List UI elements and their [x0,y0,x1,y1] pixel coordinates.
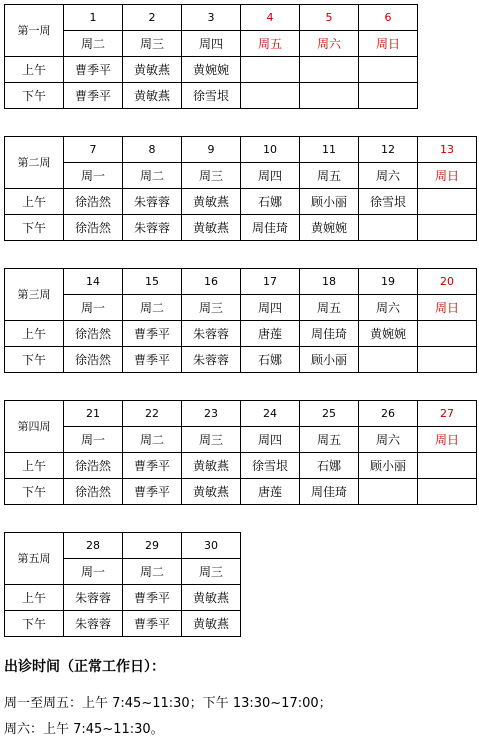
doctor-cell [300,83,359,109]
doctor-cell: 唐莲 [241,321,300,347]
doctor-cell: 朱蓉蓉 [182,347,241,373]
date-cell: 11 [300,137,359,163]
shift-label: 下午 [5,347,64,373]
week-table-2 [4,136,477,241]
shift-label: 上午 [5,57,64,83]
doctor-cell: 朱蓉蓉 [64,585,123,611]
date-cell: 17 [241,269,300,295]
doctor-cell: 顾小丽 [359,453,418,479]
doctor-cell: 周佳琦 [241,215,300,241]
shift-label: 上午 [5,585,64,611]
afternoon-row [5,83,418,109]
doctor-cell: 朱蓉蓉 [123,215,182,241]
shift-label: 下午 [5,611,64,637]
date-cell: 22 [123,401,182,427]
weekday-cell: 周六 [359,295,418,321]
date-cell: 12 [359,137,418,163]
doctor-cell: 曹季平 [123,347,182,373]
doctor-cell: 石娜 [300,453,359,479]
weekday-cell: 周三 [182,295,241,321]
doctor-cell: 曹季平 [64,57,123,83]
weekday-cell: 周五 [300,163,359,189]
date-cell: 27 [418,401,477,427]
doctor-cell: 顾小丽 [300,347,359,373]
doctor-cell: 周佳琦 [300,321,359,347]
doctor-cell [359,57,418,83]
weekday-cell: 周一 [64,559,123,585]
doctor-cell: 曹季平 [123,321,182,347]
doctor-cell [418,479,477,505]
doctor-cell [418,347,477,373]
doctor-cell: 黄敏燕 [182,585,241,611]
weekday-cell: 周一 [64,427,123,453]
date-cell: 15 [123,269,182,295]
office-hours-title: 出诊时间（正常工作日）： [4,659,165,675]
doctor-cell [359,83,418,109]
week-label: 第三周 [5,269,64,321]
doctor-cell [359,347,418,373]
doctor-cell: 顾小丽 [300,189,359,215]
doctor-cell [359,215,418,241]
date-cell: 28 [64,533,123,559]
weekday-hours: 周一至周五：上午 7:45~11:30；下午 13:30~17:00； [4,696,332,711]
doctor-cell: 黄敏燕 [182,189,241,215]
date-cell: 25 [300,401,359,427]
doctor-cell: 朱蓉蓉 [64,611,123,637]
doctor-cell: 黄敏燕 [182,453,241,479]
weekday-cell: 周二 [123,427,182,453]
doctor-cell: 黄敏燕 [182,611,241,637]
weekday-cell: 周四 [241,295,300,321]
date-cell: 14 [64,269,123,295]
date-cell: 7 [64,137,123,163]
doctor-cell [241,57,300,83]
weekday-cell: 周二 [123,163,182,189]
doctor-cell: 徐雪垠 [182,83,241,109]
doctor-cell: 徐雪垠 [241,453,300,479]
weekday-cell: 周三 [182,427,241,453]
shift-label: 下午 [5,479,64,505]
date-cell: 8 [123,137,182,163]
date-cell: 18 [300,269,359,295]
date-cell: 4 [241,5,300,31]
afternoon-row [5,215,477,241]
doctor-cell: 徐雪垠 [359,189,418,215]
date-cell: 6 [359,5,418,31]
doctor-cell: 朱蓉蓉 [182,321,241,347]
weekday-cell: 周五 [241,31,300,57]
week-label: 第二周 [5,137,64,189]
doctor-cell: 黄敏燕 [182,215,241,241]
weekday-cell: 周六 [359,427,418,453]
shift-label: 下午 [5,215,64,241]
morning-row [5,321,477,347]
week-table-1 [4,4,418,109]
shift-label: 上午 [5,453,64,479]
afternoon-row [5,347,477,373]
morning-row [5,453,477,479]
date-cell: 3 [182,5,241,31]
doctor-cell: 徐浩然 [64,347,123,373]
date-cell: 2 [123,5,182,31]
doctor-cell: 石娜 [241,347,300,373]
doctor-cell: 曹季平 [123,611,182,637]
weekday-cell: 周六 [359,163,418,189]
date-cell: 29 [123,533,182,559]
week-label: 第五周 [5,533,64,585]
weekday-cell: 周四 [241,163,300,189]
doctor-cell: 黄敏燕 [123,83,182,109]
date-cell: 10 [241,137,300,163]
doctor-cell: 黄敏燕 [182,479,241,505]
shift-label: 上午 [5,321,64,347]
weekday-cell: 周一 [64,163,123,189]
week-table-4 [4,400,477,505]
weekday-cell: 周二 [64,31,123,57]
weekday-cell: 周六 [300,31,359,57]
weekday-cell: 周五 [300,295,359,321]
week-label: 第一周 [5,5,64,57]
doctor-cell: 徐浩然 [64,215,123,241]
date-cell: 24 [241,401,300,427]
doctor-cell [418,453,477,479]
weekday-cell: 周三 [182,559,241,585]
weekday-cell: 周一 [64,295,123,321]
weekday-cell: 周日 [418,163,477,189]
doctor-cell: 黄婉婉 [182,57,241,83]
weekday-cell: 周五 [300,427,359,453]
doctor-cell [418,321,477,347]
weekday-cell: 周三 [182,163,241,189]
date-cell: 1 [64,5,123,31]
week-table-3 [4,268,477,373]
doctor-cell: 曹季平 [123,585,182,611]
doctor-cell: 徐浩然 [64,453,123,479]
morning-row [5,189,477,215]
weekday-cell: 周二 [123,295,182,321]
doctor-cell [300,57,359,83]
doctor-cell: 朱蓉蓉 [123,189,182,215]
doctor-cell: 徐浩然 [64,479,123,505]
doctor-cell: 黄敏燕 [123,57,182,83]
date-cell: 23 [182,401,241,427]
weekday-cell: 周四 [241,427,300,453]
date-cell: 13 [418,137,477,163]
date-cell: 16 [182,269,241,295]
weekday-cell: 周日 [359,31,418,57]
date-cell: 21 [64,401,123,427]
saturday-hours: 周六：上午 7:45~11:30。 [4,722,164,737]
doctor-cell [359,479,418,505]
week-table-5 [4,532,241,637]
doctor-cell: 黄婉婉 [359,321,418,347]
weekday-cell: 周二 [123,559,182,585]
date-cell: 19 [359,269,418,295]
shift-label: 下午 [5,83,64,109]
doctor-cell [418,189,477,215]
date-cell: 20 [418,269,477,295]
doctor-cell [241,83,300,109]
doctor-cell: 曹季平 [123,453,182,479]
date-cell: 9 [182,137,241,163]
weekday-cell: 周四 [182,31,241,57]
doctor-cell: 黄婉婉 [300,215,359,241]
doctor-cell: 曹季平 [64,83,123,109]
morning-row [5,57,418,83]
doctor-cell: 周佳琦 [300,479,359,505]
afternoon-row [5,479,477,505]
date-cell: 30 [182,533,241,559]
date-cell: 26 [359,401,418,427]
weekday-cell: 周日 [418,427,477,453]
date-cell: 5 [300,5,359,31]
doctor-cell: 石娜 [241,189,300,215]
doctor-cell: 唐莲 [241,479,300,505]
doctor-cell [418,215,477,241]
shift-label: 上午 [5,189,64,215]
doctor-cell: 徐浩然 [64,189,123,215]
afternoon-row [5,611,241,637]
week-label: 第四周 [5,401,64,453]
doctor-cell: 曹季平 [123,479,182,505]
weekday-cell: 周日 [418,295,477,321]
doctor-cell: 徐浩然 [64,321,123,347]
weekday-cell: 周三 [123,31,182,57]
morning-row [5,585,241,611]
